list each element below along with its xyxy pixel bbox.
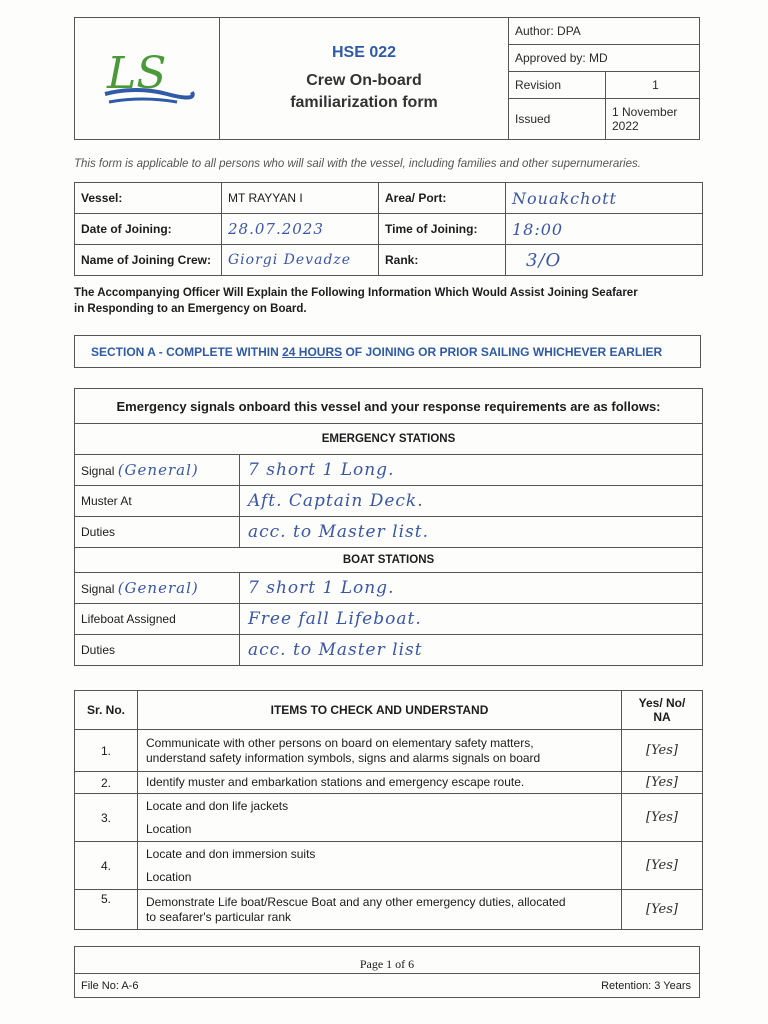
applicability-note: This form is applicable to all persons who will sail with the vessel, including families and other supernumeraries. [74,158,641,170]
approved-by: Approved by: MD [509,45,700,72]
row-answer: [Yes] [622,794,703,842]
row-text-line1: Locate and don immersion suits [146,846,316,861]
signal-value: 7 short 1 Long. [240,455,703,486]
row-text-line2: Location [146,869,192,884]
row-text-line1: Demonstrate Life boat/Rescue Boat and any other emergency duties, allocated [146,894,566,909]
intro-text [74,285,674,317]
row-text-line2: understand safety information symbols, signs and alarms signals on board [146,750,541,765]
page-number: Page 1 of 6 [359,957,415,971]
row-answer: [Yes] [622,842,703,890]
row-number: 5. [75,890,138,930]
lifeboat-label: Lifeboat Assigned [75,604,240,635]
crew-value: Giorgi Devadze [222,245,379,276]
row-text [138,772,622,794]
row-text-line1: Identify muster and embarkation stations and emergency escape route. [146,775,525,789]
signal-note: (General) [117,461,199,479]
file-number: File No: A-6 [81,980,139,992]
svg-text:LS: LS [107,48,167,99]
issued-label: Issued [509,99,606,140]
emergency-stations-heading: EMERGENCY STATIONS [75,424,703,455]
row-text-line2: Location [146,821,192,836]
company-logo [97,42,197,112]
row-number: 1. [75,730,138,772]
row-text-line1: Locate and don life jackets [146,798,289,813]
col-yes-no-line1: Yes/ No/ [638,696,686,710]
rank-label: Rank: [379,245,506,276]
row-answer: [Yes] [622,772,703,794]
vessel-label: Vessel: [75,183,222,214]
rank-value: 3/O [506,245,703,276]
row-text-line1: Communicate with other persons on board on elementary safety matters, [146,735,534,750]
boat-signal-value: 7 short 1 Long. [240,573,703,604]
col-yes-no-line2: NA [653,710,671,724]
revision-label: Revision [509,72,606,99]
date-label: Date of Joining: [75,214,222,245]
section-a-prefix: SECTION A - COMPLETE WITHIN [91,345,283,359]
form-title-line2: familiarization form [290,93,438,111]
row-number: 3. [75,794,138,842]
section-a-banner [74,335,701,368]
lifeboat-value: Free fall Lifeboat. [240,604,703,635]
row-answer: [Yes] [622,730,703,772]
row-number: 4. [75,842,138,890]
table-row [75,890,703,930]
boat-signal-label-cell [75,573,240,604]
form-code: HSE 022 [331,43,397,61]
intro-line1: The Accompanying Officer Will Explain the Following Information Which Would Assist Joining Seafarer [74,287,638,299]
signal-label: Signal [81,464,115,478]
time-value: 18:00 [506,214,703,245]
time-label: Time of Joining: [379,214,506,245]
row-text [138,890,622,930]
page-footer [74,946,700,998]
title-cell [220,18,509,140]
emergency-signals-table [74,388,703,666]
row-text [138,842,622,890]
col-items: ITEMS TO CHECK AND UNDERSTAND [138,691,622,730]
vessel-value: MT RAYYAN I [222,183,379,214]
boat-signal-label: Signal [81,582,115,596]
col-sr-no: Sr. No. [75,691,138,730]
muster-label: Muster At [75,486,240,517]
muster-value: Aft. Captain Deck. [240,486,703,517]
col-yes-no [622,691,703,730]
logo-cell [75,18,220,140]
duties-label: Duties [75,517,240,548]
section-a-suffix: OF JOINING OR PRIOR SAILING WHICHEVER EARLIER [342,345,663,359]
items-checklist-table [74,690,703,930]
footer-divider [75,973,699,974]
row-text [138,794,622,842]
date-value: 28.07.2023 [222,214,379,245]
table-row [75,794,703,842]
boat-signal-note: (General) [117,579,199,597]
header-table [74,17,700,140]
boat-duties-value: acc. to Master list [240,635,703,666]
revision-value: 1 [606,72,700,99]
duties-value: acc. to Master list. [240,517,703,548]
table-row [75,772,703,794]
boat-duties-label: Duties [75,635,240,666]
row-text [138,730,622,772]
row-text-line2: to seafarer's particular rank [146,909,292,924]
row-answer: [Yes] [622,890,703,930]
issued-value-line1: 1 November [612,105,678,119]
boat-stations-heading: BOAT STATIONS [75,548,703,573]
crew-label: Name of Joining Crew: [75,245,222,276]
row-number: 2. [75,772,138,794]
joining-info-table [74,182,703,276]
retention: Retention: 3 Years [601,980,691,992]
issued-value-line2: 2022 [612,119,639,133]
area-label: Area/ Port: [379,183,506,214]
author: Author: DPA [509,18,700,45]
section-a-hours: 24 HOURS [282,345,343,359]
table-row [75,842,703,890]
emergency-heading: Emergency signals onboard this vessel and your response requirements are as follows: [75,389,703,424]
table-row [75,730,703,772]
intro-line2: in Responding to an Emergency on Board. [74,303,307,315]
area-value: Nouakchott [506,183,703,214]
issued-value [606,99,700,140]
form-title-line1: Crew On-board [306,71,422,89]
signal-label-cell [75,455,240,486]
